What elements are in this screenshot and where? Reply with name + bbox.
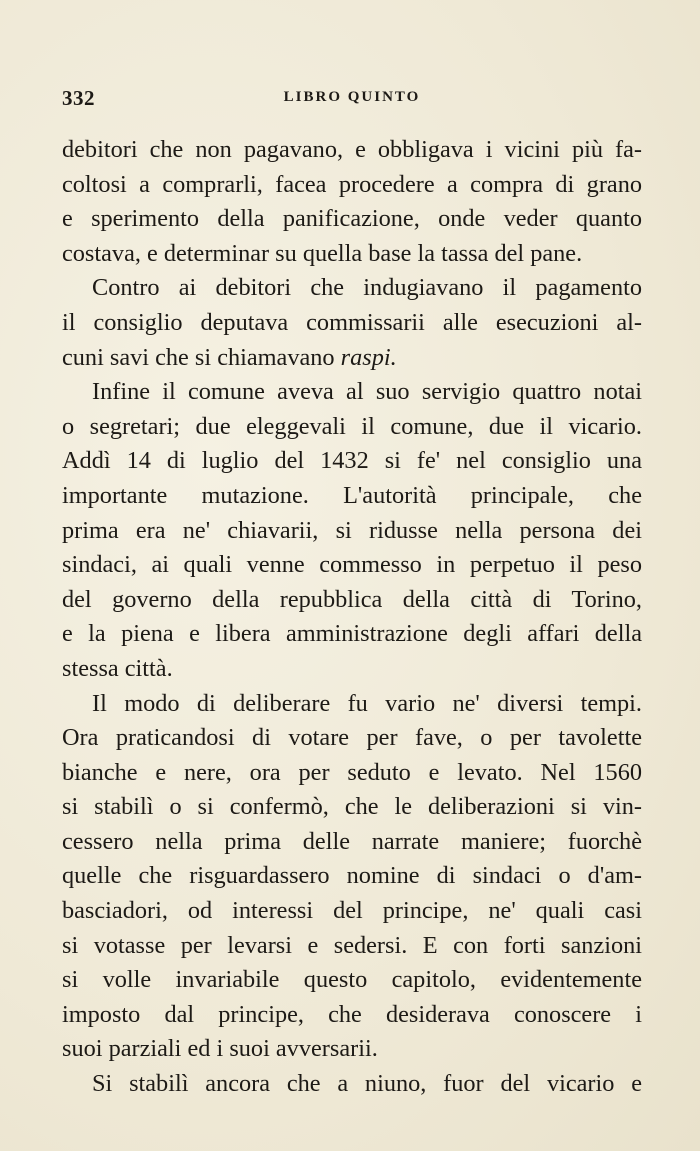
text-line: o segretari; due eleggevali il comune, due il vicario. — [62, 412, 642, 440]
text-line: si volle invariabile questo capitolo, evidentemente — [62, 966, 642, 994]
text-line: costava, e determinar su quella base la tassa del pane. — [62, 239, 583, 267]
text-line: importante mutazione. L'autorità principale, che — [62, 481, 642, 509]
text-line: e sperimento della panificazione, onde veder quanto — [62, 205, 642, 233]
text-line: suoi parziali ed i suoi avversarii. — [62, 1035, 378, 1063]
body-text — [62, 133, 642, 1102]
text-line: coltosi a comprarli, facea procedere a compra di grano — [62, 170, 642, 198]
paragraph-start-line: Infine il comune aveva al suo servigio quattro notai — [92, 378, 642, 406]
italic-term: raspi. — [340, 343, 397, 371]
text-line: Ora praticandosi di votare per fave, o per tavolette — [62, 724, 642, 752]
text-line: debitori che non pagavano, e obbligava i vicini più fa- — [62, 136, 642, 163]
text-line: stessa città. — [62, 654, 173, 682]
text-line: Addì 14 di luglio del 1432 si fe' nel consiglio una — [62, 447, 642, 475]
text-line: bianche e nere, ora per seduto e levato. Nel 1560 — [62, 758, 642, 786]
text-line: cessero nella prima delle narrate maniere; fuorchè — [62, 827, 642, 855]
text-line: sindaci, ai quali venne commesso in perpetuo il peso — [62, 551, 642, 579]
text-fragment: cuni savi che si chiamavano — [62, 343, 335, 371]
paragraph-start-line: Contro ai debitori che indugiavano il pagamento — [92, 274, 642, 302]
paragraph-start-line: Il modo di deliberare fu vario ne' diversi tempi. — [92, 689, 642, 717]
text-line: prima era ne' chiavarii, si ridusse nella persona dei — [62, 516, 642, 544]
running-title: LIBRO QUINTO — [283, 89, 421, 105]
text-line: del governo della repubblica della città di Torino, — [62, 585, 642, 613]
page-header — [62, 86, 642, 116]
text-line — [62, 341, 642, 376]
text-line: si stabilì o si confermò, che le deliberazioni si vin- — [62, 793, 642, 821]
paragraph-start-line: Si stabilì ancora che a niuno, fuor del vicario e — [92, 1070, 642, 1098]
text-line: basciadori, od interessi del principe, ne' quali casi — [62, 897, 642, 925]
text-line: il consiglio deputava commissarii alle esecuzioni al- — [62, 308, 642, 336]
text-line: imposto dal principe, che desiderava conoscere i — [62, 1000, 642, 1028]
text-line: quelle che risguardassero nomine di sindaci o d'am- — [62, 862, 642, 890]
text-line: si votasse per levarsi e sedersi. E con forti sanzioni — [62, 931, 642, 959]
page-number: 332 — [62, 86, 95, 110]
text-line: e la piena e libera amministrazione degli affari della — [62, 620, 642, 648]
